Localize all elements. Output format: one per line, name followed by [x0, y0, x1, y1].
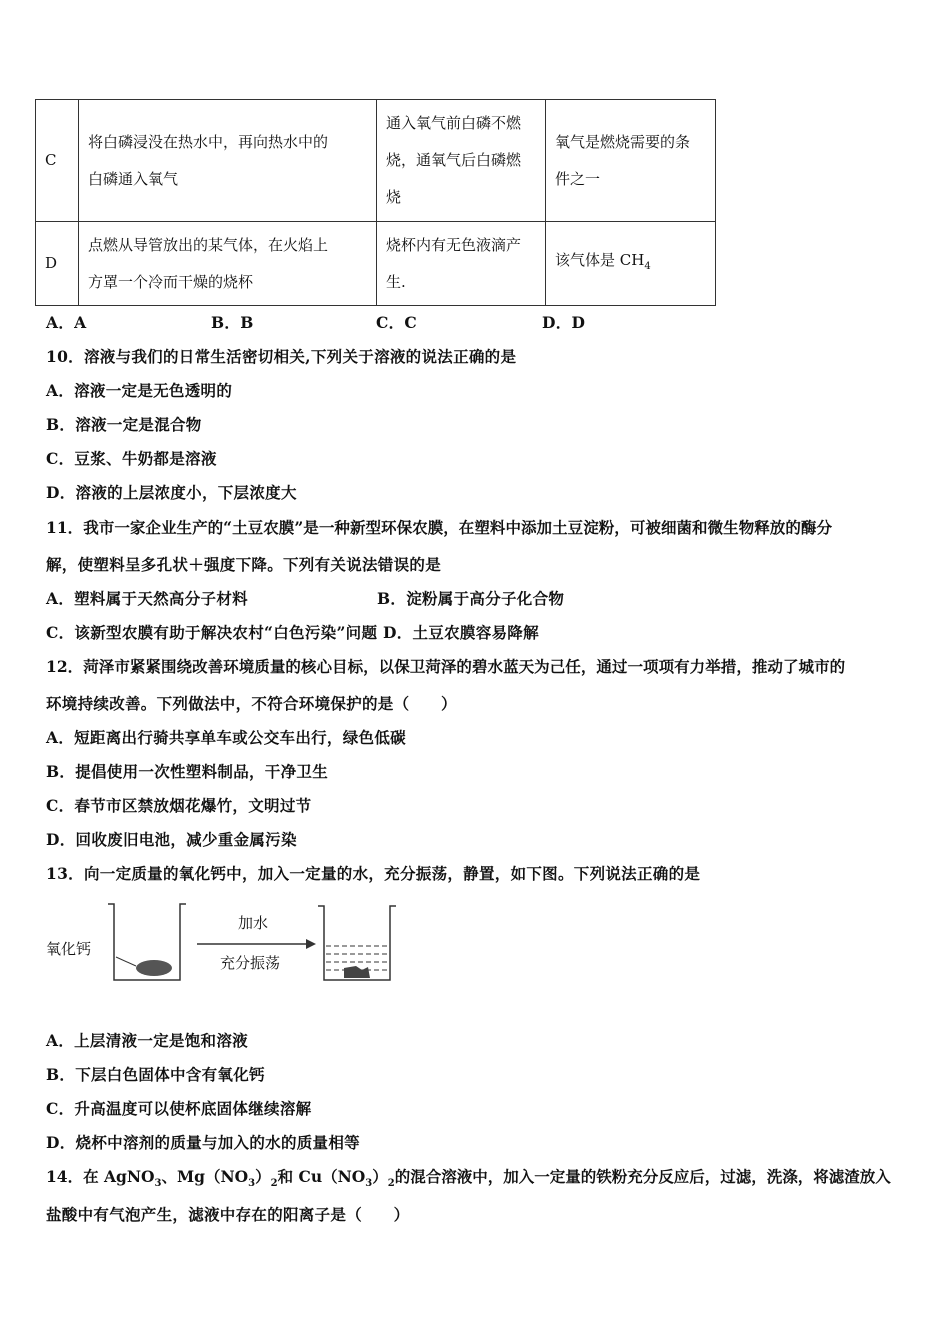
q11-stem-2: 解，使塑料呈多孔状＋强度下降。下列有关说法错误的是	[46, 555, 442, 574]
calcium-oxide-lump	[136, 960, 172, 976]
q10-stem: 10．溶液与我们的日常生活密切相关,下列关于溶液的说法正确的是	[46, 347, 517, 366]
table-row	[36, 222, 716, 306]
conclusion-cell: 氧气是燃烧需要的条 件之一	[546, 100, 716, 222]
row-label: C	[36, 100, 79, 222]
q10-option-c[interactable]: C．豆浆、牛奶都是溶液	[46, 449, 217, 468]
q13-option-a[interactable]: A．上层清液一定是饱和溶液	[46, 1031, 248, 1050]
q13-option-b[interactable]: B．下层白色固体中含有氧化钙	[46, 1065, 265, 1084]
q10-option-b[interactable]: B．溶液一定是混合物	[46, 415, 202, 434]
table-row	[36, 100, 716, 222]
row-label: D	[36, 222, 79, 306]
q12-option-a[interactable]: A．短距离出行骑共享单车或公交车出行，绿色低碳	[46, 728, 406, 747]
conclusion-cell: 该气体是 $CH_4$	[546, 222, 716, 306]
beaker-figure	[44, 898, 404, 992]
q10-option-a[interactable]: A．溶液一定是无色透明的	[46, 381, 233, 400]
phenomenon-cell: 烧杯内有无色液滴产 生.	[377, 222, 546, 306]
q11-stem-1: 11．我市一家企业生产的“土豆农膜”是一种新型环保农膜，在塑料中添加土豆淀粉，可被细菌和微生物释放的酶分	[46, 518, 833, 537]
q14-stem-2: 盐酸中有气泡产生，滤液中存在的阳离子是（ ）	[46, 1205, 410, 1224]
q12-option-d[interactable]: D．回收废旧电池，减少重金属污染	[46, 830, 297, 849]
q14-stem-1: 14．在 AgNO$_3$、$Mg(NO_3)_2$和 $Cu(NO_3)_2$的混合溶液中，加入一定量的铁粉充分反应后，过滤，洗涤，将滤渣放入	[46, 1167, 891, 1190]
experiment-cell: 点燃从导管放出的某气体，在火焰上 方罩一个冷而干燥的烧杯	[79, 222, 377, 306]
q12-option-b[interactable]: B．提倡使用一次性塑料制品，干净卫生	[46, 762, 329, 781]
phenomenon-cell: 通入氧气前白磷不燃 烧，通氧气后白磷燃 烧	[377, 100, 546, 222]
q9-option-d[interactable]: D．D	[542, 313, 586, 332]
q12-option-c[interactable]: C．春节市区禁放烟花爆竹，文明过节	[46, 796, 312, 815]
beaker-before	[108, 904, 186, 980]
q13-option-c[interactable]: C．升高温度可以使杯底固体继续溶解	[46, 1099, 312, 1118]
q9-option-a[interactable]: A．A	[46, 313, 87, 332]
q13-option-d[interactable]: D．烧杯中溶剂的质量与加入的水的质量相等	[46, 1133, 360, 1152]
arrow-label-top: 加水	[238, 915, 269, 932]
arrow-label-bottom: 充分振荡	[220, 955, 281, 972]
experiment-cell: 将白磷浸没在热水中，再向热水中的 白磷通入氧气	[79, 100, 377, 222]
q12-stem-1: 12．菏泽市紧紧围绕改善环境质量的核心目标，以保卫菏泽的碧水蓝天为己任，通过一项项有力举措，推动了城市的	[46, 657, 846, 676]
q12-stem-2: 环境持续改善。下列做法中，不符合环境保护的是（ ）	[46, 694, 457, 713]
q13-stem: 13．向一定质量的氧化钙中，加入一定量的水，充分振荡，静置，如下图。下列说法正确的是	[46, 864, 701, 883]
q11-option-cd[interactable]: C．该新型农膜有助于解决农村“白色污染”问题 D．土豆农膜容易降解	[46, 623, 539, 642]
sediment	[344, 966, 370, 978]
q10-option-d[interactable]: D．溶液的上层浓度小，下层浓度大	[46, 483, 297, 502]
q11-option-b[interactable]: B．淀粉属于高分子化合物	[377, 589, 565, 608]
q9-option-b[interactable]: B．B	[211, 313, 254, 332]
beaker-after	[318, 906, 396, 980]
reaction-arrow	[197, 939, 316, 949]
q11-option-a[interactable]: A．塑料属于天然高分子材料	[46, 589, 248, 608]
q9-option-c[interactable]: C．C	[376, 313, 418, 332]
substance-label: 氧化钙	[46, 941, 92, 958]
experiment-table	[35, 99, 716, 306]
